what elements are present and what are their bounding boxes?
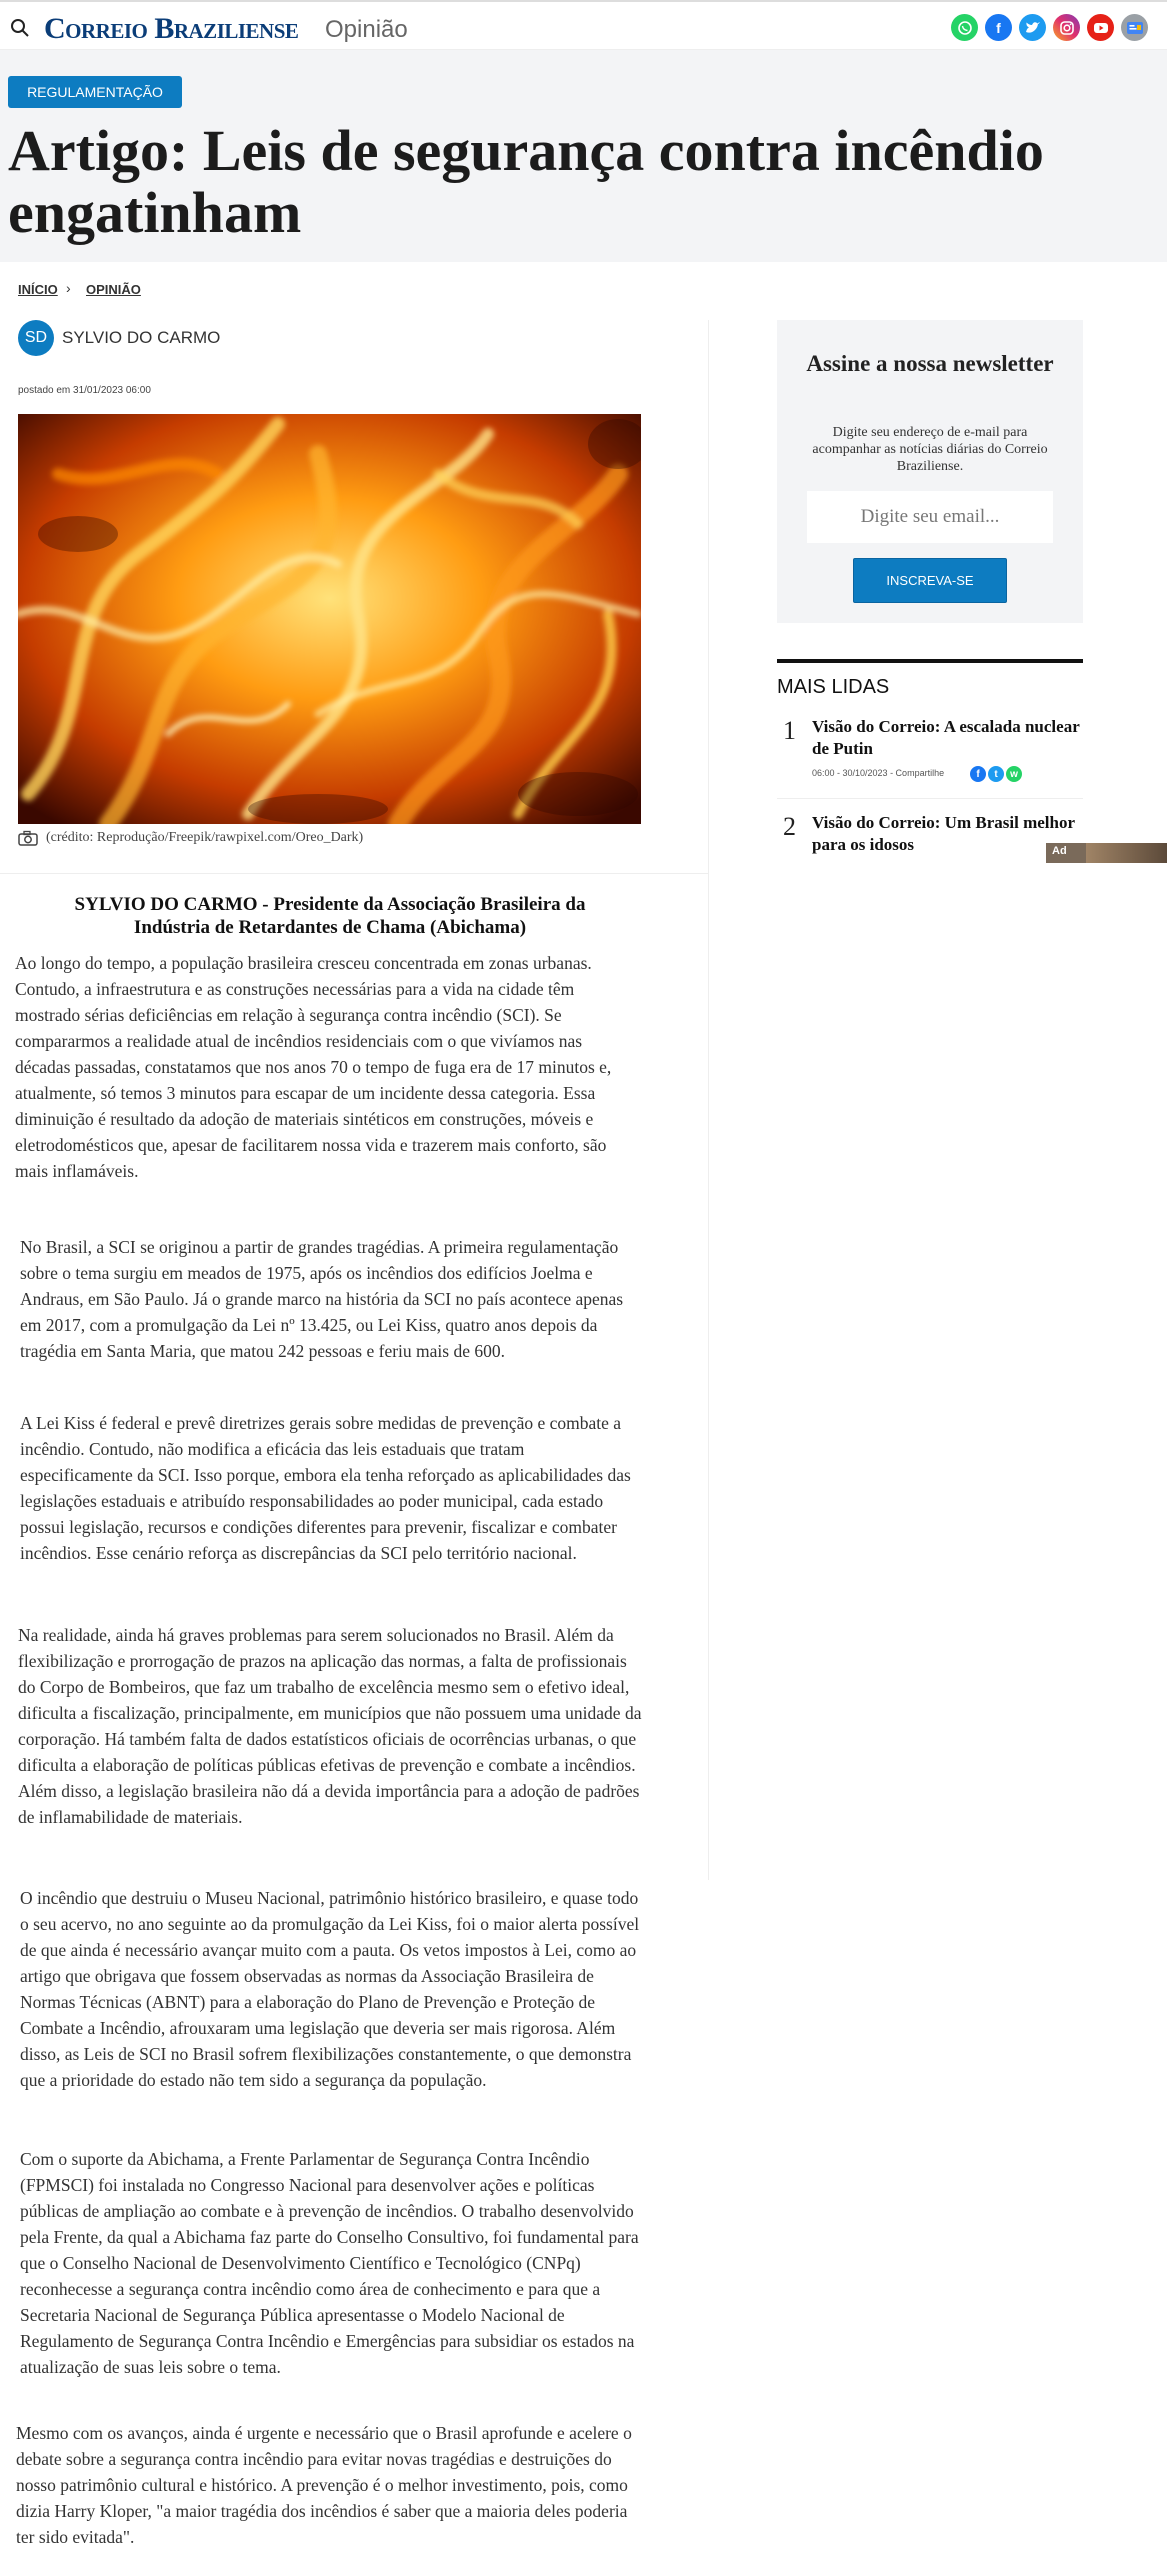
article-paragraph: Na realidade, ainda há graves problemas para serem solucionados no Brasil. Além da flexibilização e prorrogação de prazos na aplicação das normas, a falta de profissionais do Corpo de Bombeiros, que faz um trabalho de excelência mesmo sem o efetivo ideal, dificulta a fiscalização, principalmente, em municípios que não possuem uma unidade da corporação. Há também falta de dados estatísticos oficiais de ocorrências urbanas, o que dificulta a elaboração de políticas públicas efetivas de prevenção e combate a incêndios. Além disso, a legislação brasileira não dá a devida importância para a adoção de padrões de inflamabilidade de materiais.	[18, 1625, 642, 1827]
facebook-icon[interactable]: f	[985, 14, 1012, 41]
lead-role: - Presidente da Associação Brasileira da Indústria de Retardantes de Chama (Abichama)	[133, 894, 586, 938]
newsletter-title: Assine a nossa newsletter	[806, 351, 1054, 376]
author-name[interactable]: SYLVIO DO CARMO	[62, 328, 221, 347]
breadcrumb-home[interactable]: INÍCIO	[18, 282, 58, 297]
subscribe-button[interactable]: INSCREVA-SE	[853, 558, 1007, 603]
breadcrumb-opiniao[interactable]: OPINIÃO	[86, 282, 141, 297]
author-bio	[40, 893, 620, 939]
divider	[0, 873, 708, 874]
newsletter-box	[777, 320, 1083, 623]
newsletter-description: Digite seu endereço de e-mail para acompanhar as notícias diárias do Correio Braziliense.	[812, 425, 1048, 474]
google-news-icon[interactable]	[1121, 14, 1148, 41]
ad-label: Ad	[1052, 845, 1067, 857]
search-icon[interactable]	[10, 18, 30, 38]
whatsapp-icon[interactable]: w	[1006, 766, 1022, 782]
article-paragraph: A Lei Kiss é federal e prevê diretrizes gerais sobre medidas de prevenção e combate a incêndio. Contudo, não modifica a eficácia das leis estaduais que tratam especificamente da SCI. Isso porque, embora ela tenha reforçado as aplicabilidades das legislações estaduais e atribuído responsabilidades ao poder municipal, cada estado possui legislação, recursos e condições diferentes para prevenir, fiscalizar e combater incêndios. Esse cenário reforça as discrepâncias da SCI pelo território nacional.	[20, 1413, 631, 1563]
most-read-rank: 1	[783, 716, 796, 745]
email-field[interactable]	[807, 491, 1053, 543]
article-title: Artigo: Leis de segurança contra incêndio engatinham	[8, 118, 1044, 245]
instagram-icon[interactable]	[1053, 14, 1080, 41]
most-read-headline[interactable]: Visão do Correio: A escalada nuclear de Putin	[812, 717, 1080, 758]
avatar[interactable]: SD	[18, 320, 54, 356]
camera-icon	[18, 830, 38, 846]
article-hero	[0, 50, 1167, 262]
most-read-headline[interactable]: Visão do Correio: Um Brasil melhor para os idosos	[812, 813, 1075, 854]
article-paragraph: Ao longo do tempo, a população brasileira cresceu concentrada em zonas urbanas. Contudo, a infraestrutura e as construções necessárias para a vida na cidade têm mostrado sérias deficiências em relação à segurança contra incêndio (SCI). Se compararmos a realidade atual de incêndios residenciais com o que vivíamos nas décadas passadas, constatamos que nos anos 70 o tempo de fuga era de 17 minutos e, atualmente, só temos 3 minutos para escapar de um incidente dessa categoria. Essa diminuição é resultado da adoção de materiais sintéticos em construções, móveis e eletrodomésticos que, apesar de facilitarem nossa vida e trazerem mais conforto, são mais inflamáveis.	[15, 953, 612, 1181]
divider	[777, 798, 1083, 799]
article-image	[18, 414, 641, 824]
chevron-right-icon: ›	[66, 280, 71, 296]
most-read-rank: 2	[783, 812, 796, 841]
site-logo[interactable]: Correio Braziliense	[44, 12, 299, 45]
youtube-icon[interactable]	[1087, 14, 1114, 41]
whatsapp-icon[interactable]	[951, 14, 978, 41]
category-tag[interactable]: REGULAMENTAÇÃO	[8, 76, 182, 108]
image-credit: (crédito: Reprodução/Freepik/rawpixel.com/Oreo_Dark)	[46, 830, 364, 845]
column-divider	[708, 320, 709, 1880]
article-paragraph: Mesmo com os avanços, ainda é urgente e necessário que o Brasil aprofunde e acelere o debate sobre a segurança contra incêndio para evitar novas tragédias e destruições do nosso patrimônio cultural e histórico. A prevenção é o melhor investimento, pois, como dizia Harry Kloper, "a maior tragédia dos incêndios é saber que a maioria deles poderia ter sido evitada".	[16, 2423, 632, 2547]
ad-banner[interactable]	[1046, 843, 1167, 863]
twitter-icon[interactable]	[1019, 14, 1046, 41]
posted-date: postado em 31/01/2023 06:00	[18, 385, 151, 396]
facebook-icon[interactable]: f	[970, 766, 986, 782]
article-paragraph: O incêndio que destruiu o Museu Nacional, patrimônio histórico brasileiro, e quase todo o seu acervo, no ano seguinte ao da promulgação da Lei Kiss, foi o maior alerta possível de que ainda é necessário avançar muito com a pauta. Os vetos impostos à Lei, como ao artigo que obrigava que fossem observadas as normas da Associação Brasileira de Normas Técnicas (ABNT) para a elaboração do Plano de Prevenção e Proteção de Combate a Incêndio, afrouxaram uma legislação que deveria ser mais rigorosa. Além disso, as Leis de SCI no Brasil sofrem flexibilizações constantemente, o que demonstra que a prioridade do estado não tem sido a segurança da população.	[20, 1888, 640, 2090]
twitter-icon[interactable]: t	[988, 766, 1004, 782]
most-read-meta: 06:00 - 30/10/2023 - Compartilhe	[812, 768, 945, 778]
most-read-title: MAIS LIDAS	[777, 676, 890, 698]
top-bar	[0, 0, 1167, 50]
section-name[interactable]: Opinião	[325, 16, 408, 43]
lead-author: SYLVIO DO CARMO	[74, 894, 258, 915]
most-read-divider	[777, 659, 1083, 663]
article-paragraph: No Brasil, a SCI se originou a partir de grandes tragédias. A primeira regulamentação sobre o tema surgiu em meados de 1975, após os incêndios dos edifícios Joelma e Andraus, em São Paulo. Já o grande marco na história da SCI no país acontece apenas em 2017, com a promulgação da Lei nº 13.425, ou Lei Kiss, quatro anos depois da tragédia em Santa Maria, que matou 242 pessoas e feriu mais de 600.	[20, 1237, 624, 1361]
article-paragraph: Com o suporte da Abichama, a Frente Parlamentar de Segurança Contra Incêndio (FPMSCI) foi instalada no Congresso Nacional para desenvolver ações e políticas públicas de ampliação ao combate e à prevenção de incêndios. O trabalho desenvolvido pela Frente, da qual a Abichama faz parte do Conselho Consultivo, foi fundamental para que o Conselho Nacional de Desenvolvimento Científico e Tecnológico (CNPq) reconhecesse a segurança contra incêndio como área de conhecimento e para que a Secretaria Nacional de Segurança Pública apresentasse o Modelo Nacional de Regulamento de Segurança Contra Incêndio e Emergências para subsidiar os estados na atualização de suas leis sobre o tema.	[20, 2149, 639, 2377]
